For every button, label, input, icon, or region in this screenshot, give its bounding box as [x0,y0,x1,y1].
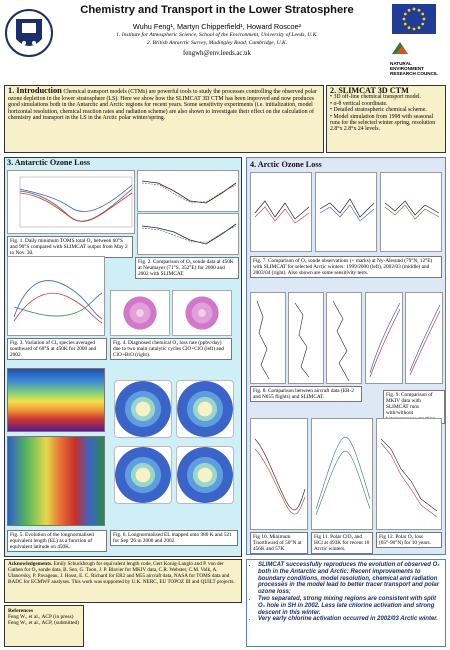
conclusion-item: • Very early chlorine activation occurred in 2002/03 Arctic winter. [258,616,442,623]
fig3-plot [7,256,105,336]
fig8-plot [250,292,286,384]
fig6-map [176,380,234,438]
fig12-plot [376,418,442,530]
fig2-plot-top [137,170,239,212]
fig6-caption: Fig. 6. Longnormalised EL mapped onto 380 K and 521 for Sep '26 in 2000 and 2002. [110,530,238,546]
ack-heading: Acknowledgements. [8,561,53,567]
fig8-plot [326,292,362,384]
ref-item: Feng W., et al., ACP (in press) [8,614,74,620]
fig7-caption: Fig. 7. Comparison of O₃ sonde observations (+ marks) at Ny-Alesund (79°N, 12°E) with SLIMCAT for selected Arctic winters: 1999/2000 (left), 2002/03 (middle) and 2003/04 (right). Also shown are some sensitivity tests. [250,256,442,278]
nerc-emblem-icon [390,40,410,56]
slimcat-heading: 2. SLIMCAT 3D CTM [330,86,409,95]
fig10-caption: Fig 10. Minimum Tnorthward of 50°N at 456K and 57K. [250,532,308,554]
fig5-panel-bottom [7,436,105,526]
fig10-plot [250,418,308,530]
fig7-plot [250,172,312,252]
fig6-map [114,446,172,504]
fig9-plot [365,292,403,384]
conclusions-panel [246,559,446,647]
fig5-caption: Fig. 5. Evolution of the longnormalised equivalent length (EL) as a function of equivalent latitude on 450K. [7,530,107,552]
poster-title: Chemistry and Transport in the Lower Stratosphere [80,4,354,16]
ack-text: Emily Schuckbrugh for equivalent length code, Gert Konig-Langlo and P. von der Gathen for O₃ sonde data, B. Sen, G. Toon, J. P. Blavier for MKIV data, C.R. Webster, C.M. Volk, A. Ulanovsky, P. Pavageau, J. Hosst, E. C. Richard for ER2 and M55 aircraft data, NASA for TOMS data and BADC for ECMWF analyses. This work was supported by U.K. NERC, EU TOPOZ III and QUILT projects. [8,561,235,585]
ref-item: Feng W., et al., ACP, (submitted) [8,620,79,626]
slimcat-item: • 3D off-line chemical transport model. [330,94,422,101]
fig6-map [176,446,234,504]
refs-heading: References [8,608,34,614]
nerc-line-2: ENVIRONMENT [390,66,424,71]
fig11-caption: Fig 11. Polar ClOₓ and HCl at 493K for recent 10 Arctic winters. [311,532,373,554]
fig1-plot [7,170,135,234]
leeds-logo [4,3,54,65]
conclusion-item: • Two separated, strong mixing regions are consistent with split O₃ hole in SH in 2002. Less late chlorine activation and strong descent in this winter. [258,596,442,616]
fig12-caption: Fig 12. Polar O₃ loss (65°-90°N) for 10 years. [376,532,442,548]
slimcat-item: • Detailed stratospheric chemical scheme. [330,107,427,114]
intro-heading: 1. Introduction [8,86,62,95]
fig4-map [172,290,232,336]
slimcat-item: • Model simulation from 1998 with seasonal runs for the selected winter spring, resolution 2.8°x 2.8°x 24 levels. [330,113,436,133]
slimcat-panel [326,85,446,153]
nerc-line-1: NATURAL [390,61,412,66]
intro-panel [4,85,324,153]
acknowledgements-panel [4,559,242,603]
slimcat-item: • σ-θ vertical coordinate. [330,100,388,107]
fig2-plot-bottom [137,213,239,255]
conclusion-item: • SLIMCAT successfully reproduces the evolution of observed O₃ both in the Antarctic and Arctic: Recent improvements to boundary conditions, model resolution, chemical and radiation processes in the model lead to better tracer transport and polar ozone loss; [258,562,442,596]
affiliation-2: 2. British Antarctic Survey, Madingley Road, Cambridge, U.K. [146,40,288,46]
affiliation-1: 1. Institute for Atmospheric Science, School of the Environment, University of Leeds, U.K. [116,32,318,38]
authors: Wuhu Feng¹, Martyn Chipperfield¹, Howard Roscoe² [132,22,302,31]
arctic-heading: 4. Arctic Ozone Loss [250,160,322,169]
antarctic-heading: 3. Antarctic Ozone Loss [7,158,91,167]
fig8-plot [288,292,324,384]
email[interactable]: fengwh@env.leeds.ac.uk [183,50,251,57]
nerc-line-3: RESEARCH COUNCIL [390,71,438,76]
references-panel [4,605,84,647]
fig3-caption: Fig. 3. Variation of Clₓ species averaged southward of 60°S at 450K for 2000 and 2002. [7,338,107,360]
fig2-caption: Fig. 2. Comparison of O₃ sonde data at 450K at Neumayer (71°S, 352°E) for 2000 and 2002 with SLIMCAT. [135,257,239,279]
fig11-plot [311,418,373,530]
eu-flag [392,4,436,34]
fig7-plot [315,172,377,252]
fig8-caption: Fig. 8. Comparison between aircraft data (ER-2 and N055 flights) and SLIMCAT. [250,386,362,402]
fig6-map [114,380,172,438]
fig9-caption: Fig. 9. Comparison of MKIV data with SLIMCAT runs with/without [383,390,445,424]
fig5-panel-top [7,368,105,432]
fig9-plot [405,292,443,384]
fig7-plot [380,172,442,252]
fig4-map [110,290,170,336]
intro-text: Chemical transport models (CTMs) are powerful tools to study the processes controlling the observed polar ozone depletion in the lower stratosphere (LS). Here we show how the SLIMCAT 3D CTM has been improved and now produces good simulations both in the Antarctic and Arctic regions for recent years. Some sensitivity experiments (i.e. initialization, model horizontal resolution, chemical reaction rates and radiation scheme) are also shown to investigate their effect on the calculation of chemistry and transport in the LS in the Arctic polar winter/spring. [8,89,317,122]
fig1-caption: Fig. 1. Daily minimum TOMS total O₃ between 60°S and 90°S compared with SLIMCAT output from May 2 to Nov. 30. [7,236,133,258]
fig4-caption: Fig. 4. Diagnosed chemical O₃ loss rate (ppbv/day) due to two main catalytic cycles ClO+ClO (left) and ClO+BrO (right). [110,338,232,360]
nerc-logo [390,40,446,80]
